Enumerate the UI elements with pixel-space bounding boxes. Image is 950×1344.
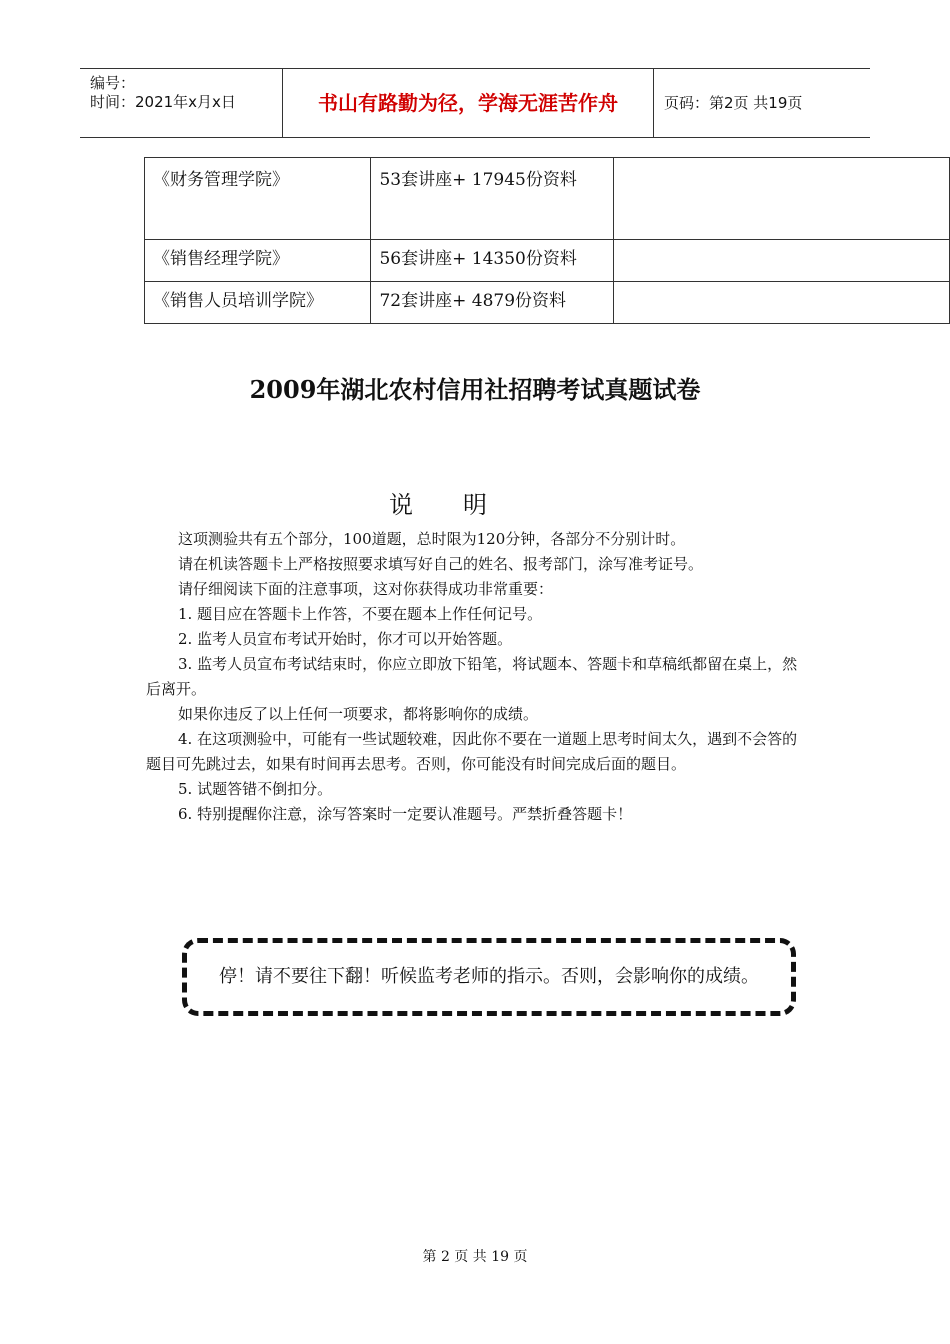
exam-title: 2009年湖北农村信用社招聘考试真题试卷	[249, 375, 701, 404]
table-row	[145, 282, 950, 324]
instruction-line: 6. 特别提醒你注意，涂写答案时一定要认准题号。严禁折叠答题卡！	[178, 805, 633, 823]
resource-name: 《销售经理学院》	[145, 240, 371, 282]
instruction-line: 4. 在这项测验中，可能有一些试题较难，因此你不要在一道题上思考时间太久，遇到不会答的题目可先跳过去，如果有时间再去思考。否则，你可能没有时间完成后面的题目。	[146, 730, 798, 773]
resource-table	[144, 157, 950, 324]
resource-note	[613, 240, 949, 282]
table-row	[145, 240, 950, 282]
instruction-line: 1. 题目应在答题卡上作答，不要在题本上作任何记号。	[178, 605, 543, 623]
resource-desc: 72套讲座+ 4879份资料	[371, 282, 613, 324]
header-meta	[80, 69, 283, 137]
number-label: 编号：	[90, 74, 136, 92]
instructions	[146, 527, 808, 827]
resource-note	[613, 158, 949, 240]
resource-name: 《财务管理学院》	[145, 158, 371, 240]
header-motto: 书山有路勤为径，学海无涯苦作舟	[283, 69, 654, 137]
instruction-line: 请在机读答题卡上严格按照要求填写好自己的姓名、报考部门，涂写准考证号。	[178, 555, 704, 573]
instruction-line: 5. 试题答错不倒扣分。	[178, 780, 333, 798]
instruction-line: 2. 监考人员宣布考试开始时，你才可以开始答题。	[178, 630, 513, 648]
time-label: 时间：2021年x月x日	[90, 93, 236, 111]
resource-note	[613, 282, 949, 324]
resource-name: 《销售人员培训学院》	[145, 282, 371, 324]
section-title: 说明	[389, 491, 537, 519]
page-header	[80, 68, 870, 138]
stop-notice: 停！请不要往下翻！听候监考老师的指示。否则，会影响你的成绩。	[182, 938, 796, 1016]
instruction-line: 如果你违反了以上任何一项要求，都将影响你的成绩。	[178, 705, 539, 723]
resource-desc: 53套讲座+ 17945份资料	[371, 158, 613, 240]
table-row	[145, 158, 950, 240]
page-footer: 第 2 页 共 19 页	[422, 1249, 528, 1265]
resource-desc: 56套讲座+ 14350份资料	[371, 240, 613, 282]
page-info: 页码：第2页 共19页	[664, 94, 803, 112]
instruction-line: 请仔细阅读下面的注意事项，这对你获得成功非常重要：	[178, 580, 554, 598]
instruction-line: 这项测验共有五个部分，100道题，总时限为120分钟，各部分不分别计时。	[178, 530, 686, 548]
instruction-line: 3. 监考人员宣布考试结束时，你应立即放下铅笔，将试题本、答题卡和草稿纸都留在桌上，然后离开。	[146, 655, 798, 698]
